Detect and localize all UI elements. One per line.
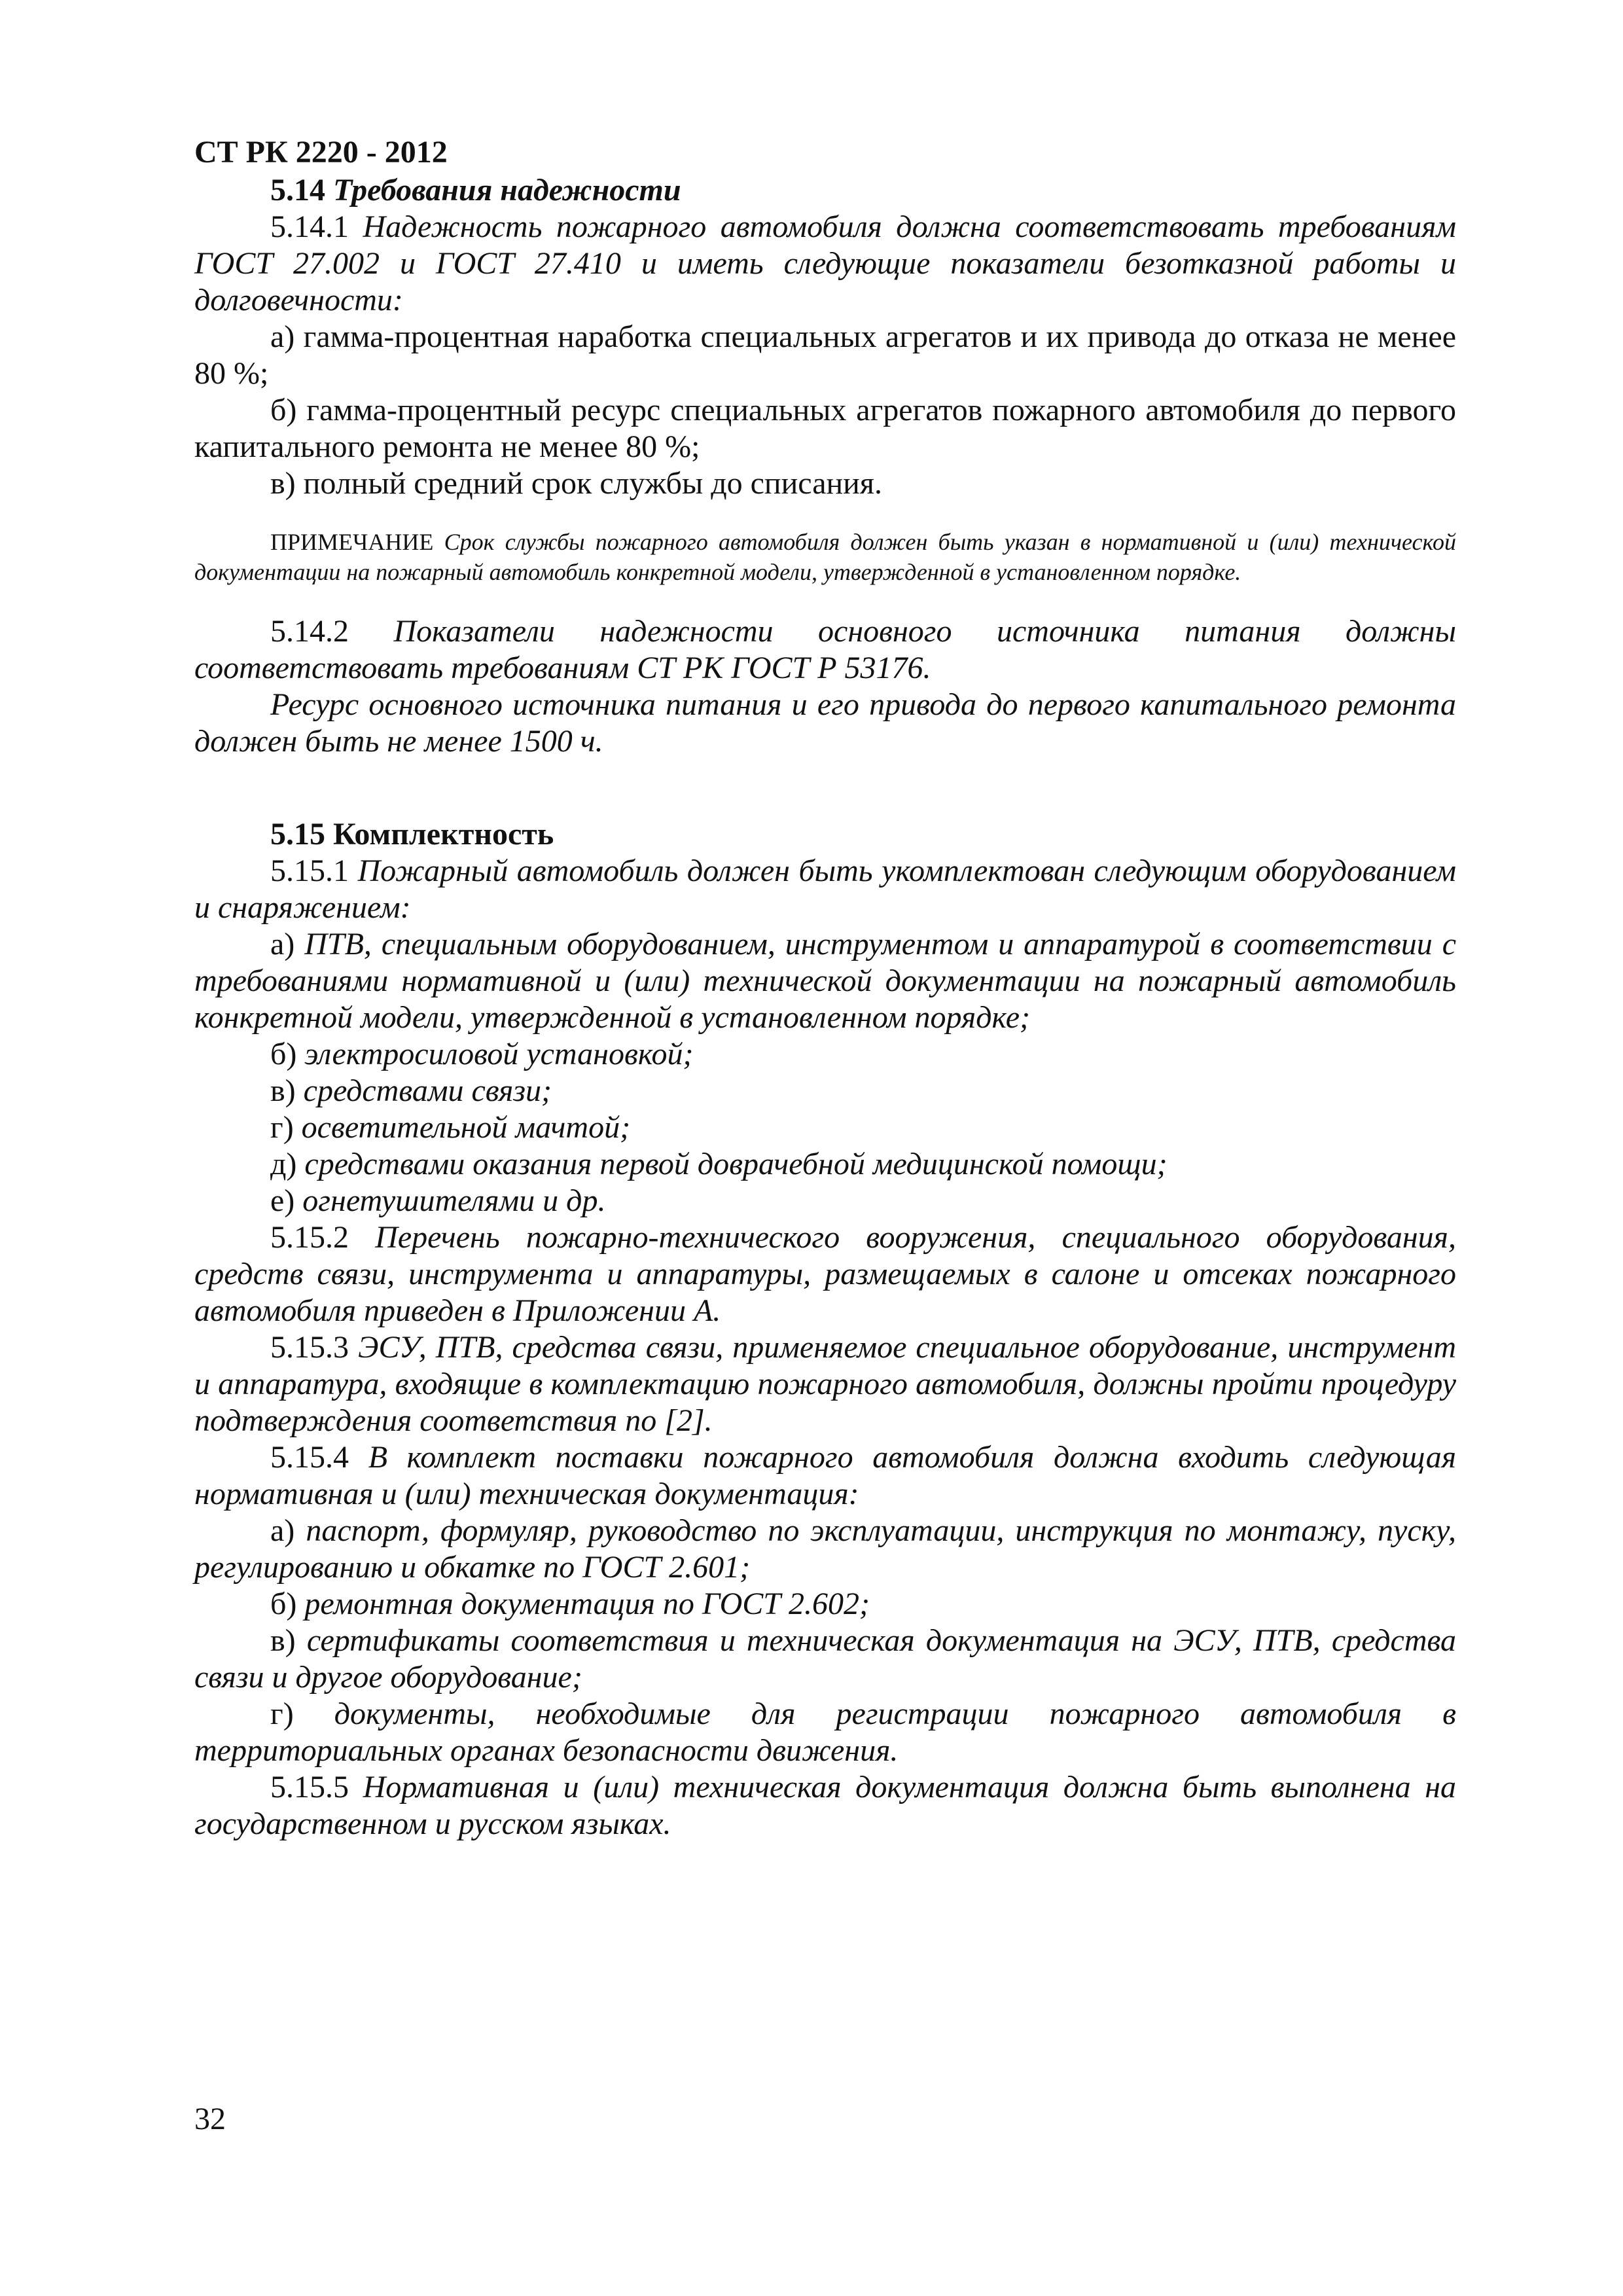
list-text: средствами оказания первой доврачебной медицинской помощи; bbox=[304, 1147, 1168, 1181]
list-item-b: б) гамма-процентный ресурс специальных агрегатов пожарного автомобиля до первого капитального ремонта не менее 80 %; bbox=[194, 393, 1456, 464]
list-marker: д) bbox=[270, 1147, 297, 1181]
clause-5-15-1 bbox=[194, 853, 1456, 926]
list-text: ремонтная документация по ГОСТ 2.602; bbox=[304, 1587, 870, 1621]
list-item bbox=[194, 1513, 1456, 1586]
clause-number: 5.15.1 bbox=[270, 853, 349, 888]
list-text: документы, необходимые для регистрации пожарного автомобиля в территориальных органах безопасности движения. bbox=[194, 1696, 1456, 1768]
list-text: ПТВ, специальным оборудованием, инструментом и аппаратурой в соответствии с требованиями нормативной и (или) технической документации на пожарный автомобиль конкретной модели, утвержденной в установленном порядке; bbox=[194, 927, 1456, 1035]
list-marker: в) bbox=[270, 1073, 296, 1108]
section-5-14-title: Требования надежности bbox=[333, 173, 681, 207]
document-code: СТ РК 2220 - 2012 bbox=[194, 135, 448, 170]
list-marker: б) bbox=[270, 1587, 297, 1621]
list-item bbox=[194, 1623, 1456, 1696]
list-marker: а) bbox=[270, 927, 295, 961]
clause-number: 5.15.3 bbox=[270, 1330, 349, 1365]
list-item bbox=[194, 1696, 1456, 1769]
clause-5-14-1 bbox=[194, 209, 1456, 319]
list-text: средствами связи; bbox=[303, 1073, 552, 1108]
clause-text: Надежность пожарного автомобиля должна соответствовать требованиям ГОСТ 27.002 и ГОСТ 27.410 и иметь следующие показатели безотказной работы и долговечности: bbox=[194, 209, 1457, 317]
list-text: огнетушителями и др. bbox=[302, 1183, 606, 1218]
clause-text: ЭСУ, ПТВ, средства связи, применяемое специальное оборудование, инструмент и аппаратура, входящие в комплектацию пожарного автомобиля, должны пройти процедуру подтверждения соответствия по [2]. bbox=[194, 1330, 1456, 1438]
clause-5-14-2-continuation: Ресурс основного источника питания и его привода до первого капитального ремонта должен быть не менее 1500 ч. bbox=[194, 687, 1456, 759]
note-text: Срок службы пожарного автомобиля должен быть указан в нормативной и (или) технической документации на пожарный автомобиль конкретной модели, утвержденной в установленном порядке. bbox=[194, 529, 1456, 585]
list-item bbox=[194, 926, 1456, 1036]
clause-text: Показатели надежности основного источника питания должны соответствовать требованиям СТ РК ГОСТ Р 53176. bbox=[194, 614, 1456, 685]
clause-5-15-3 bbox=[194, 1329, 1456, 1439]
clause-text: В комплект поставки пожарного автомобиля должна входить следующая нормативная и (или) техническая документация: bbox=[194, 1440, 1457, 1511]
list-text: электросиловой установкой; bbox=[304, 1037, 694, 1071]
list-text: осветительной мачтой; bbox=[301, 1110, 631, 1145]
list-item bbox=[194, 1183, 1456, 1219]
clause-number: 5.14.1 bbox=[270, 209, 349, 244]
clause-number: 5.15.4 bbox=[270, 1440, 349, 1475]
list-marker: б) bbox=[270, 1037, 297, 1071]
list-marker: е) bbox=[270, 1183, 295, 1218]
note-label: ПРИМЕЧАНИЕ bbox=[270, 529, 434, 555]
list-item bbox=[194, 1586, 1456, 1623]
note bbox=[194, 527, 1456, 587]
list-item-c: в) полный средний срок службы до списания. bbox=[270, 466, 882, 501]
clause-5-15-2 bbox=[194, 1219, 1456, 1329]
list-text: сертификаты соответствия и техническая документация на ЭСУ, ПТВ, средства связи и другое оборудование; bbox=[194, 1623, 1457, 1695]
list-item bbox=[194, 1109, 1456, 1146]
page-number: 32 bbox=[194, 2102, 226, 2136]
clause-text: Нормативная и (или) техническая документация должна быть выполнена на государственном и русском языках. bbox=[194, 1770, 1456, 1841]
section-5-14-number: 5.14 bbox=[270, 173, 325, 207]
clause-number: 5.14.2 bbox=[270, 614, 349, 649]
section-5-15-heading: 5.15 Комплектность bbox=[270, 817, 554, 852]
list-item bbox=[194, 1073, 1456, 1109]
list-item bbox=[194, 1146, 1456, 1183]
clause-number: 5.15.2 bbox=[270, 1220, 349, 1255]
clause-5-14-2 bbox=[194, 613, 1456, 687]
list-marker: в) bbox=[270, 1623, 296, 1658]
list-text: паспорт, формуляр, руководство по эксплуатации, инструкция по монтажу, пуску, регулированию и обкатке по ГОСТ 2.601; bbox=[194, 1513, 1456, 1585]
clause-text: Перечень пожарно-технического вооружения, специального оборудования, средств связи, инструмента и аппаратуры, размещаемых в салоне и отсеках пожарного автомобиля приведен в Приложении А. bbox=[194, 1220, 1456, 1328]
list-marker: г) bbox=[270, 1696, 294, 1731]
list-marker: г) bbox=[270, 1110, 294, 1145]
list-marker: а) bbox=[270, 1513, 295, 1548]
clause-number: 5.15.5 bbox=[270, 1770, 349, 1804]
page-content bbox=[194, 134, 1456, 1842]
list-item bbox=[194, 1036, 1456, 1073]
clause-5-15-4 bbox=[194, 1439, 1456, 1513]
list-item-a: а) гамма-процентная наработка специальных агрегатов и их привода до отказа не менее 80 %; bbox=[194, 319, 1456, 391]
clause-text: Пожарный автомобиль должен быть укомплектован следующим оборудованием и снаряжением: bbox=[194, 853, 1456, 925]
section-5-14-heading bbox=[194, 172, 1456, 209]
clause-5-15-5 bbox=[194, 1769, 1456, 1842]
